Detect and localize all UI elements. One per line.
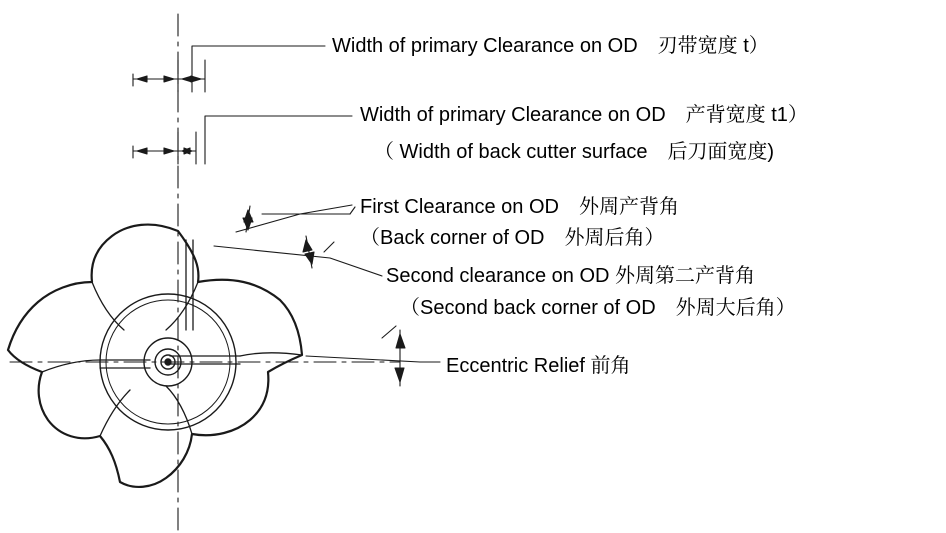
leader-eccentric-relief xyxy=(306,326,440,362)
annotation-primary-clearance-width: Width of primary Clearance on OD 刃带宽度 t） xyxy=(332,35,769,57)
annotation-second-back-corner-od: （Second back corner of OD 外周大后角） xyxy=(400,297,796,319)
flute-relief-curves xyxy=(42,282,302,436)
leader-first-clearance xyxy=(236,205,352,232)
angle-eccentric-relief xyxy=(395,330,405,386)
angle-first-clearance xyxy=(243,206,355,232)
dimension-primary-clearance-t1 xyxy=(133,132,196,164)
annotation-second-clearance-od: Second clearance on OD 外周第二产背角 xyxy=(386,265,756,287)
annotation-back-corner-od: （Back corner of OD 外周后角） xyxy=(360,227,665,249)
annotation-eccentric-relief: Eccentric Relief 前角 xyxy=(446,355,631,377)
cutter-outline xyxy=(8,225,302,487)
leader-second-clearance xyxy=(214,242,382,276)
leader-primary-clearance-t1 xyxy=(205,116,352,164)
dimension-primary-clearance-t xyxy=(133,60,205,92)
angle-second-clearance xyxy=(303,236,314,268)
annotation-primary-clearance-width-t1: Width of primary Clearance on OD 产背宽度 t1） xyxy=(360,104,808,126)
annotation-first-clearance-od: First Clearance on OD 外周产背角 xyxy=(360,196,679,218)
annotation-back-cutter-surface-width: （ Width of back cutter surface 后刀面宽度) xyxy=(374,141,775,163)
leader-primary-clearance-t xyxy=(192,46,325,92)
